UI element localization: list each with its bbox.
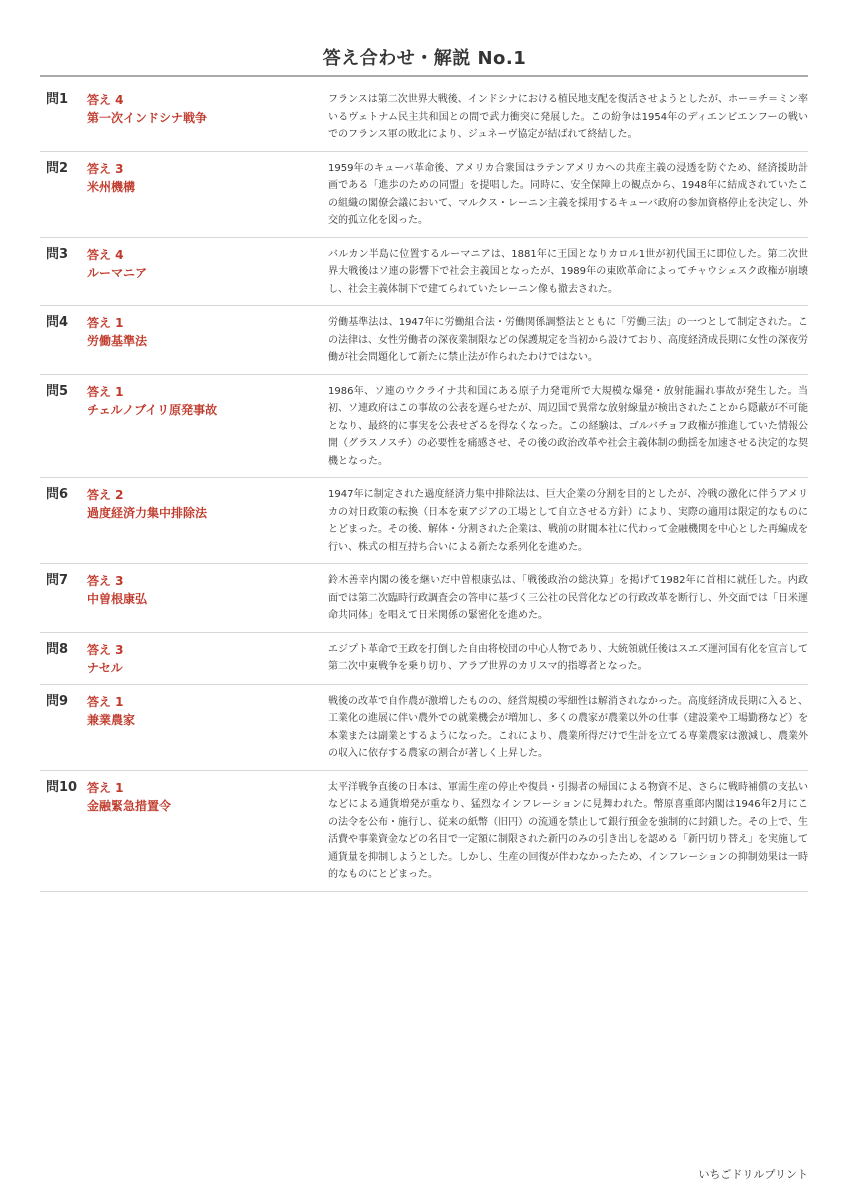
explanation-text: フランスは第二次世界大戦後、インドシナにおける植民地支配を復活させようとしたが、ホー＝チ＝ミン率いるヴェトナム民主共和国との間で武力衝突に発展した。この紛争は1954年のディエンビエンフーの戦いでのフランス軍の敗北により、ジュネーヴ協定が結ばれて終結した。 <box>328 94 808 140</box>
answer-row-6 <box>40 478 808 564</box>
answer-block <box>87 641 328 677</box>
answer-term: 第一次インドシナ戦争 <box>87 111 208 125</box>
explanation-text: 鈴木善幸内閣の後を継いだ中曽根康弘は、「戦後政治の総決算」を掲げて1982年に首相に就任した。内政面では第二次臨時行政調査会の答申に基づく三公社の民営化などの行政改革を断行し、外交面では「日米運命共同体」を唱えて日米関係の緊密化を進めた。 <box>328 575 808 621</box>
answer-list <box>40 83 808 892</box>
answer-term: 過度経済力集中排除法 <box>87 506 208 520</box>
answer-term: 兼業農家 <box>87 712 136 727</box>
answer-row-4 <box>40 306 808 375</box>
answer-row-2 <box>40 152 808 238</box>
question-number: 問4 <box>46 315 69 330</box>
question-number: 問3 <box>46 246 69 262</box>
explanation-text: 労働基準法は、1947年に労働組合法・労働関係調整法とともに「労働三法」の一つとして制定された。この法律は、女性労働者の深夜業制限などの保護規定を当初から設けており、高度経済成長期に女性の深夜労働が社会問題化して新たに禁止法が作られたわけではない。 <box>328 317 808 363</box>
question-number: 問2 <box>46 160 69 176</box>
explanation-text: 1986年、ソ連のウクライナ共和国にある原子力発電所で大規模な爆発・放射能漏れ事故が発生した。当初、ソ連政府はこの事故の公表を遅らせたが、周辺国で異常な放射線量が検出されたことから隠蔽が不可能となり、最終的に事実を公表せざるを得なくなった。この経験は、ゴルバチョフ政権が推進していた情報公開（グラスノスチ）の必要性を痛感させ、その後の政治改革や社会主義体制の動揺を加速させる決定的な契機となった。 <box>328 385 808 467</box>
question-number: 問6 <box>46 487 69 502</box>
title-divider <box>40 75 808 77</box>
answer-term: チェルノブイリ原発事故 <box>87 402 218 417</box>
answer-block <box>87 91 328 127</box>
answer-choice: 答え 1 <box>87 316 124 330</box>
answer-block <box>87 486 328 522</box>
footer-brand: いちごドリルプリント <box>698 1168 808 1181</box>
answer-term: 労働基準法 <box>87 334 148 348</box>
explanation-text: 1959年のキューバ革命後、アメリカ合衆国はラテンアメリカへの共産主義の浸透を防ぐため、経済援助計画である「進歩のための同盟」を提唱した。同時に、安全保障上の観点から、1948年に結成されていたこの組織の閣僚会議において、マルクス・レーニン主義を採用するキューバ政府の参加資格停止を決定し、外交的孤立化を図った。 <box>328 162 808 226</box>
question-number: 問5 <box>46 383 69 399</box>
explanation-text: 戦後の改革で自作農が激増したものの、経営規模の零細性は解消されなかった。高度経済成長期に入ると、工業化の進展に伴い農外での就業機会が増加し、多くの農家が農業以外の仕事（建設業や工場勤務など）を本業または副業とするようになった。これにより、農業所得だけで生計を立てる専業農家は激減し、農業外の収入に依存する農家の割合が著しく上昇した。 <box>328 695 808 759</box>
answer-row-8 <box>40 633 808 685</box>
answer-row-10 <box>40 771 808 892</box>
answer-block <box>87 693 328 729</box>
answer-term: ルーマニア <box>87 265 148 280</box>
answer-block <box>87 572 328 608</box>
answer-term: ナセル <box>87 660 123 675</box>
answer-choice: 答え 1 <box>87 384 124 399</box>
answer-block <box>87 314 328 350</box>
answer-choice: 答え 1 <box>87 780 124 795</box>
answer-term: 米州機構 <box>87 179 136 194</box>
explanation-text: 1947年に制定された過度経済力集中排除法は、巨大企業の分割を目的としたが、冷戦の激化に伴うアメリカの対日政策の転換（日本を東アジアの工場として自立させる方針）により、実際の適用は限定的なものにとどまった。その後、解体・分割された企業は、戦前の財閥本社に代わって金融機関を中心とした再編成を行い、株式の相互持ち合いによる新たな系列化を進めた。 <box>328 489 808 553</box>
answer-choice: 答え 2 <box>87 488 124 502</box>
question-number: 問1 <box>46 92 69 107</box>
answer-choice: 答え 1 <box>87 694 124 709</box>
answer-term: 中曽根康弘 <box>87 592 148 606</box>
explanation-text: 太平洋戦争直後の日本は、軍需生産の停止や復員・引揚者の帰国による物資不足、さらに戦時補償の支払いなどによる通貨増発が重なり、猛烈なインフレーションに見舞われた。幣原喜重郎内閣は1946年2月にこの法令を公布・施行し、従来の紙幣（旧円）の流通を禁止して銀行預金を強制的に封鎖した。その上で、生活費や事業資金などの名目で一定額に制限された新円のみの引き出しを認める「新円切り替え」を実施して通貨量を抑制しようとした。しかし、生産の回復が伴わなかったため、インフレーションの抑制効果は一時的なものにとどまった。 <box>328 781 808 880</box>
answer-row-1 <box>40 83 808 152</box>
answer-choice: 答え 3 <box>87 574 124 588</box>
answer-block <box>87 246 328 282</box>
answer-row-7 <box>40 564 808 633</box>
answer-choice: 答え 4 <box>87 247 124 262</box>
question-number: 問7 <box>46 573 69 588</box>
explanation-text: エジプト革命で王政を打倒した自由将校団の中心人物であり、大統領就任後はスエズ運河国有化を宣言して第二次中東戦争を乗り切り、アラブ世界のカリスマ的指導者となった。 <box>328 643 808 672</box>
explanation-text: バルカン半島に位置するルーマニアは、1881年に王国となりカロル1世が初代国王に即位した。第二次世界大戦後はソ連の影響下で社会主義国となったが、1989年の東欧革命によってチャウシェスク政権が崩壊し、社会主義体制下で建てられていたレーニン像も撤去された。 <box>328 248 808 295</box>
question-number: 問10 <box>46 779 78 795</box>
answer-row-5 <box>40 375 808 479</box>
answer-choice: 答え 3 <box>87 161 124 176</box>
answer-term: 金融緊急措置令 <box>87 798 172 813</box>
answer-row-9 <box>40 685 808 771</box>
answer-block <box>87 779 328 815</box>
answer-choice: 答え 4 <box>87 93 124 107</box>
question-number: 問9 <box>46 693 69 709</box>
answer-choice: 答え 3 <box>87 642 124 657</box>
answer-row-3 <box>40 238 808 307</box>
question-number: 問8 <box>46 641 69 657</box>
answer-block <box>87 160 328 196</box>
answer-block <box>87 383 328 419</box>
page-title: 答え合わせ・解説 No.1 <box>322 48 527 69</box>
